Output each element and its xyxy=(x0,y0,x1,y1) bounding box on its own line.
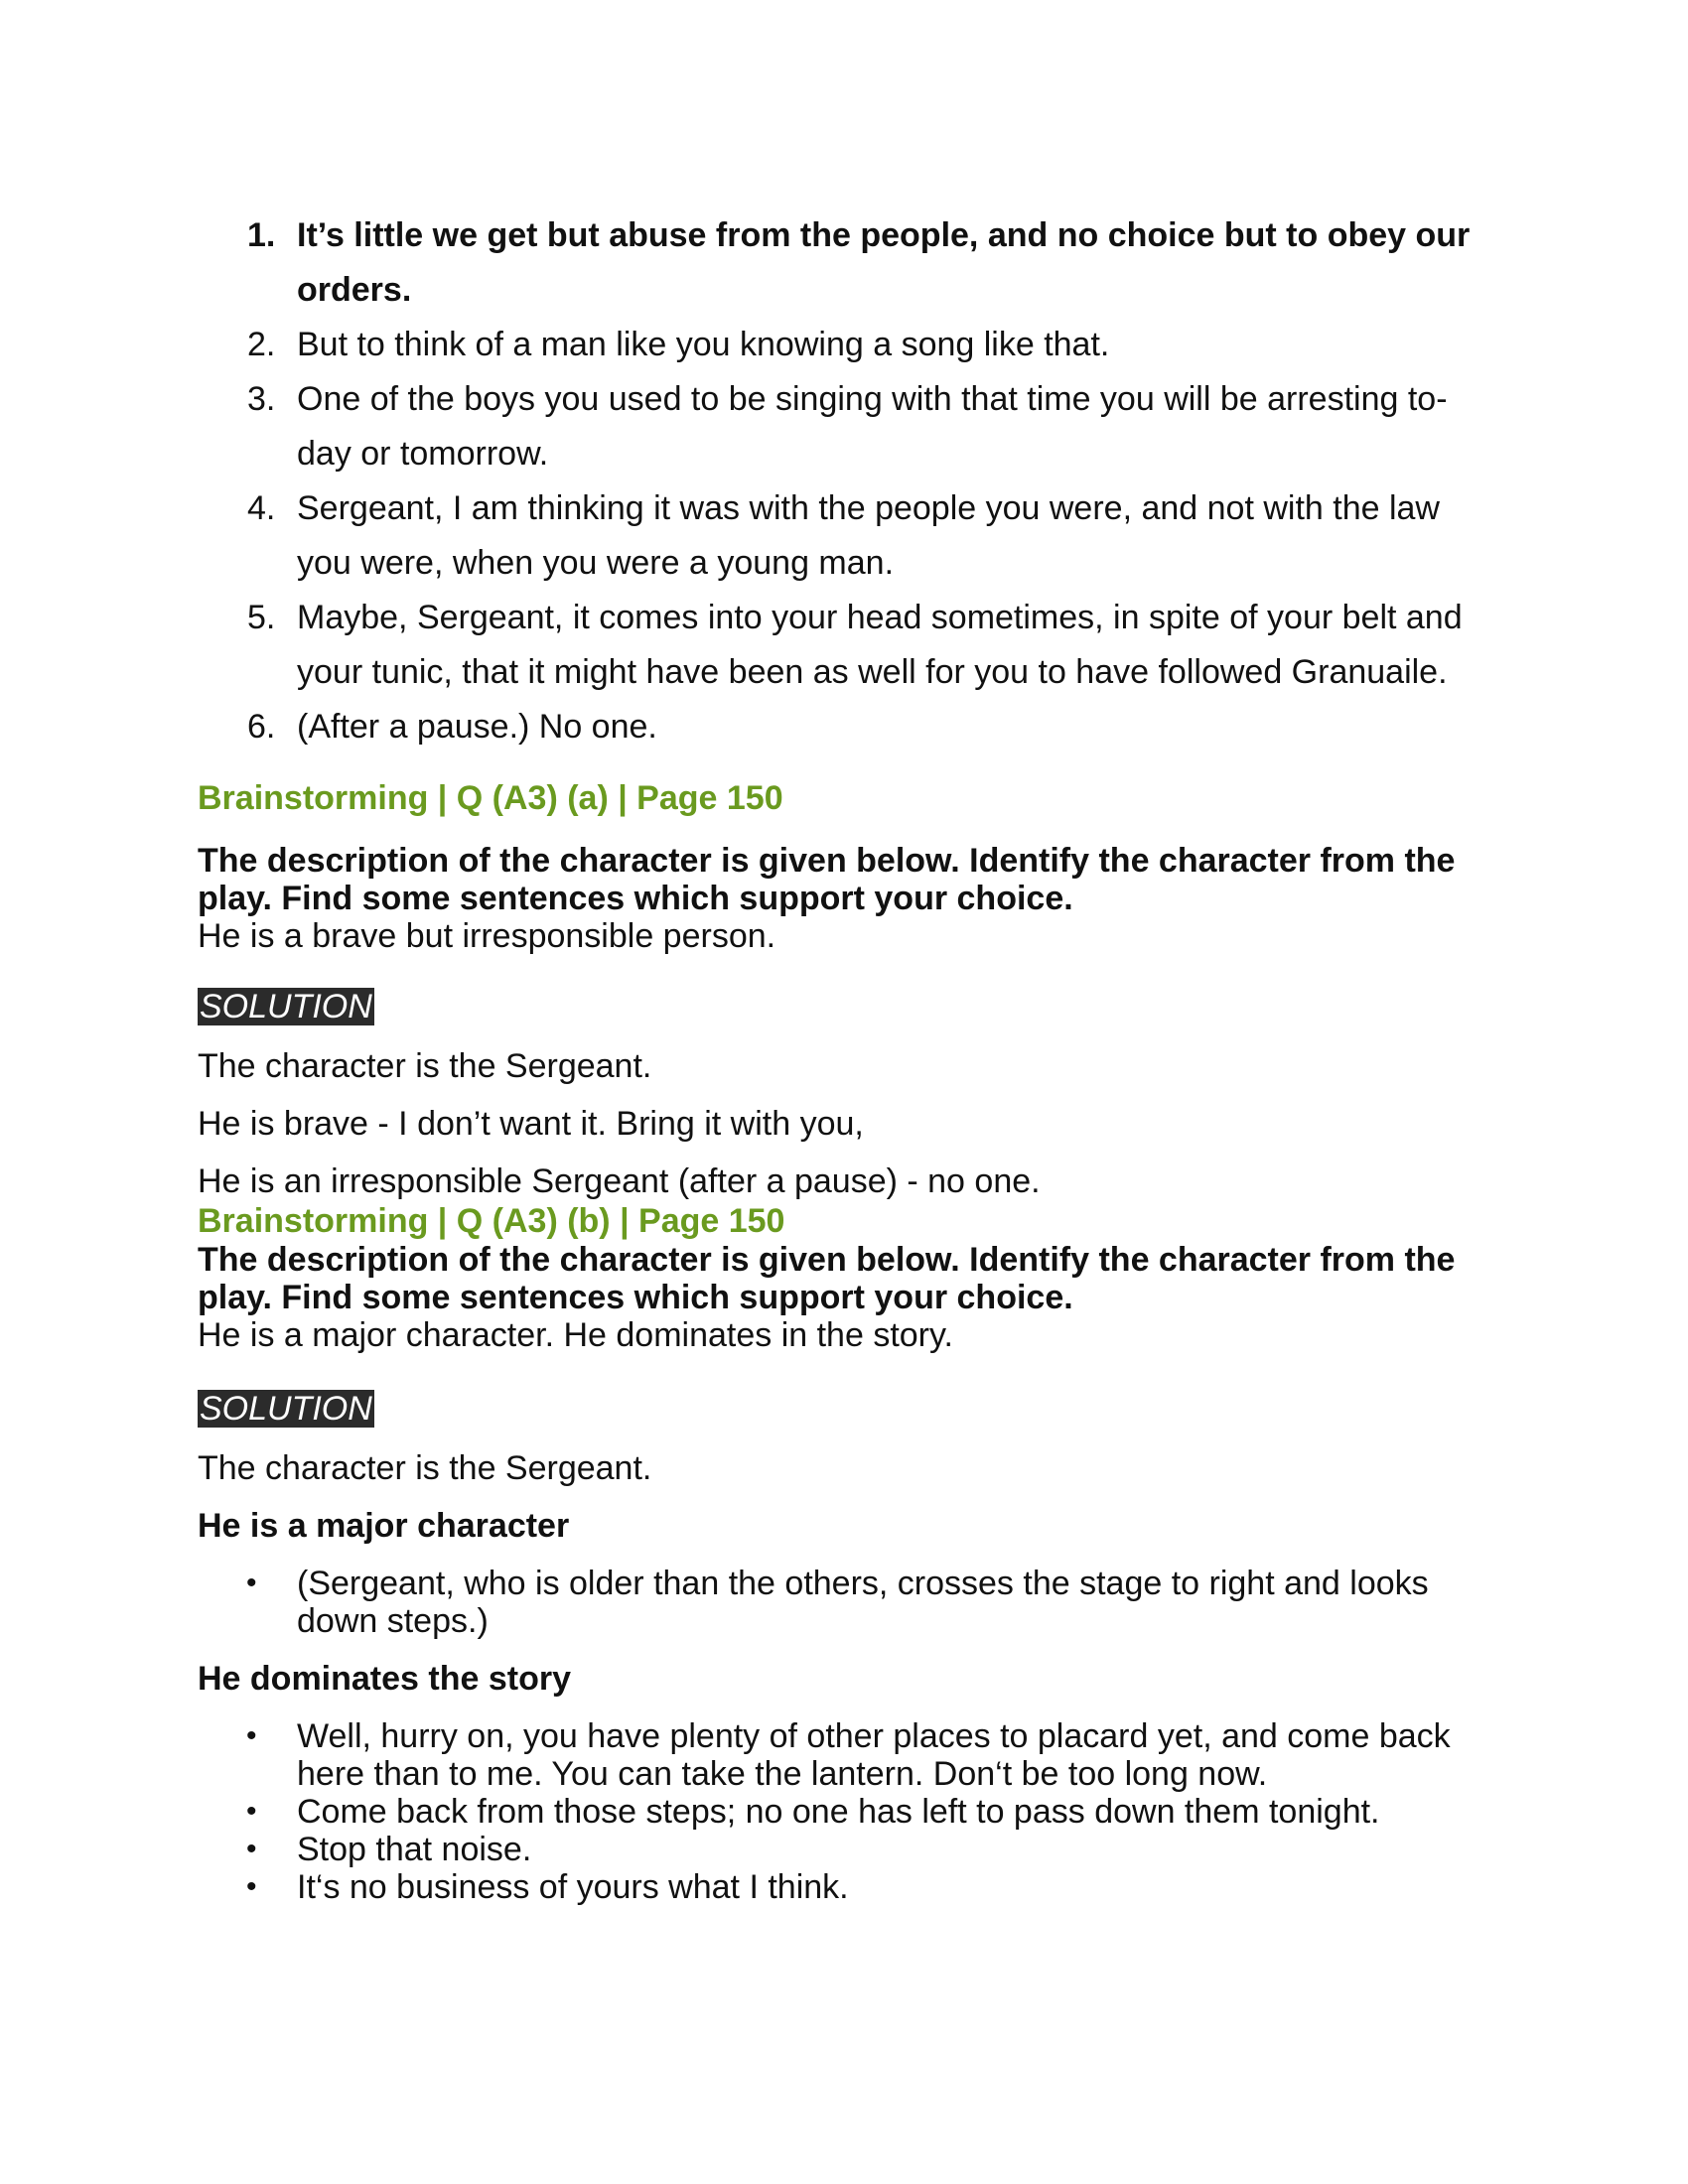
section-a-answer: He is an irresponsible Sergeant (after a pause) - no one. xyxy=(198,1162,1041,1200)
list-item xyxy=(198,1868,1488,1906)
section-b-question: The description of the character is given below. Identify the character from the play. Find some sentences which support your choice. xyxy=(198,1241,1456,1316)
section-a-question: The description of the character is given below. Identify the character from the play. Find some sentences which support your choice. xyxy=(198,842,1456,917)
document-page xyxy=(198,208,1488,1906)
section-a-answer: He is brave - I don’t want it. Bring it with you, xyxy=(198,1105,864,1143)
list-item-text: Sergeant, I am thinking it was with the people you were, and not with the law you were, when you were a young man. xyxy=(297,489,1440,582)
solution-label: SOLUTION xyxy=(200,1390,372,1428)
bullet-icon: • xyxy=(246,1719,257,1752)
list-item-text: (After a pause.) No one. xyxy=(297,708,657,746)
list-item-text: Maybe, Sergeant, it comes into your head sometimes, in spite of your belt and your tunic, that it might have been as well for you to have followed Granuaile. xyxy=(297,599,1463,691)
list-item-text: It’s little we get but abuse from the people, and no choice but to obey our orders. xyxy=(297,216,1471,309)
section-b-solution-wrap xyxy=(198,1390,1488,1428)
section-b-heading: Brainstorming | Q (A3) (b) | Page 150 xyxy=(198,1202,785,1240)
section-a-solution-wrap xyxy=(198,988,1488,1025)
bullet-icon: • xyxy=(246,1795,257,1828)
numbered-list xyxy=(198,208,1488,754)
list-number: 1. xyxy=(247,216,276,254)
section-a-answer: The character is the Sergeant. xyxy=(198,1047,652,1085)
section-b-answer: The character is the Sergeant. xyxy=(198,1449,652,1487)
section-b-description: He is a major character. He dominates in the story. xyxy=(198,1316,953,1354)
list-item xyxy=(198,591,1488,700)
list-item xyxy=(198,1565,1488,1640)
list-item xyxy=(198,1793,1488,1831)
list-number: 3. xyxy=(247,380,276,418)
list-item-text: Well, hurry on, you have plenty of other places to placard yet, and come back here than to me. You can take the lantern. Don‘t be too long now. xyxy=(297,1717,1451,1793)
list-item-text: Come back from those steps; no one has left to pass down them tonight. xyxy=(297,1793,1380,1831)
list-item-text: But to think of a man like you knowing a song like that. xyxy=(297,326,1110,363)
list-item xyxy=(198,700,1488,754)
list-item-text: (Sergeant, who is older than the others, crosses the stage to right and looks down steps.) xyxy=(297,1565,1429,1640)
list-item xyxy=(198,1717,1488,1793)
list-item xyxy=(198,318,1488,372)
list-item xyxy=(198,481,1488,591)
list-number: 6. xyxy=(247,708,276,746)
section-b-subhead: He is a major character xyxy=(198,1507,570,1545)
bullet-icon: • xyxy=(246,1833,257,1865)
section-a-description: He is a brave but irresponsible person. xyxy=(198,917,776,955)
list-item xyxy=(198,372,1488,481)
bullet-icon: • xyxy=(246,1567,257,1599)
bullet-list xyxy=(198,1717,1488,1906)
section-b-subhead: He dominates the story xyxy=(198,1660,571,1698)
list-item-text: Stop that noise. xyxy=(297,1831,532,1868)
list-item-text: One of the boys you used to be singing with that time you will be arresting to-day or tomorrow. xyxy=(297,380,1448,473)
list-item-text: It‘s no business of yours what I think. xyxy=(297,1868,849,1906)
list-item xyxy=(198,208,1488,318)
list-number: 5. xyxy=(247,599,276,636)
bullet-icon: • xyxy=(246,1870,257,1903)
solution-label: SOLUTION xyxy=(200,988,372,1025)
list-item xyxy=(198,1831,1488,1868)
list-number: 2. xyxy=(247,326,276,363)
bullet-list xyxy=(198,1565,1488,1640)
section-a-heading: Brainstorming | Q (A3) (a) | Page 150 xyxy=(198,779,783,817)
list-number: 4. xyxy=(247,489,276,527)
